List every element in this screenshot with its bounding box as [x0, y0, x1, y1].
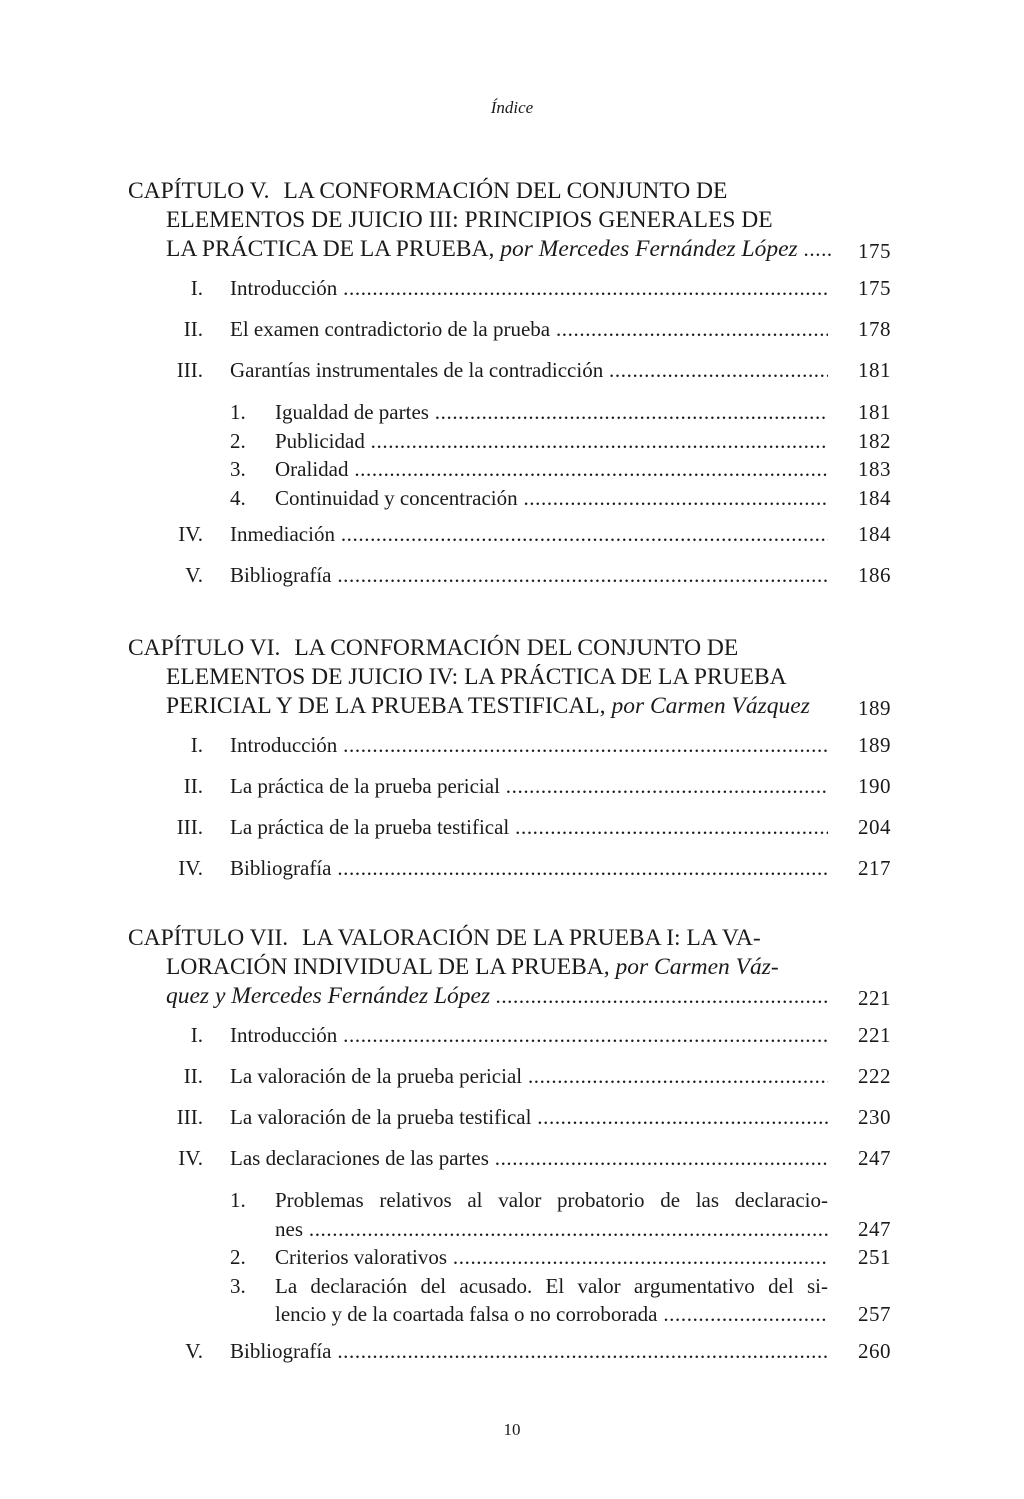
toc-section[interactable] — [0, 276, 1024, 317]
toc-section[interactable] — [0, 1146, 1024, 1187]
toc-section[interactable] — [0, 815, 1024, 856]
section-title: Bibliografía ..... — [230, 856, 828, 881]
subsection-page: 184 — [858, 485, 891, 510]
toc-section[interactable] — [0, 774, 1024, 815]
subsection-title-line: La declaración del acusado. El valor argumentativo del si- — [275, 1273, 828, 1298]
subsection-page: 257 — [858, 1302, 891, 1326]
chapter-v — [0, 177, 1024, 604]
chapter-heading — [128, 924, 891, 1011]
chapter-author: por Carmen Váz- — [615, 954, 779, 980]
section-title: Las declaraciones de las partes ..... — [230, 1146, 828, 1171]
section-number: I. — [190, 276, 203, 300]
section-page: 247 — [858, 1146, 891, 1170]
chapter-author: por Carmen Vázquez — [611, 693, 810, 719]
section-title: La valoración de la prueba testifical ..... — [230, 1105, 828, 1130]
toc-subsection[interactable] — [0, 1274, 1024, 1331]
toc-subsection[interactable] — [0, 457, 1024, 486]
section-title: Inmediación ..... — [230, 522, 828, 547]
section-page: 184 — [858, 522, 891, 546]
chapter-title-line: LA VALORACIÓN DE LA PRUEBA I: LA VA- — [302, 925, 761, 951]
section-page: 260 — [858, 1338, 891, 1363]
section-page: 222 — [858, 1064, 891, 1088]
toc-subsection[interactable] — [0, 1245, 1024, 1274]
chapter-author: quez y Mercedes Fernández López ..... — [128, 982, 830, 1011]
section-title: La práctica de la prueba testifical ..... — [230, 815, 828, 840]
subsection-page: 183 — [858, 457, 891, 481]
subsection-number: 3. — [230, 1273, 246, 1298]
section-title: La práctica de la prueba pericial ..... — [230, 774, 828, 799]
subsection-title: Publicidad ..... — [275, 429, 828, 454]
chapter-title-line: LA CONFORMACIÓN DEL CONJUNTO DE — [294, 635, 739, 661]
chapter-vii — [0, 924, 1024, 1380]
toc-section[interactable] — [0, 856, 1024, 897]
subsection-number: 2. — [230, 1245, 246, 1269]
toc-subsection[interactable] — [0, 1188, 1024, 1245]
section-page: 190 — [858, 774, 891, 798]
section-number: V. — [185, 1338, 203, 1363]
section-title: El examen contradictorio de la prueba ..... — [230, 317, 828, 342]
subsection-title: Criterios valorativos ..... — [275, 1245, 828, 1270]
chapter-title-line: LA CONFORMACIÓN DEL CONJUNTO DE — [283, 178, 728, 204]
subsection-title: Continuidad y concentración ..... — [275, 486, 828, 511]
chapter-title-line: PERICIAL Y DE LA PRUEBA TESTIFICAL, — [166, 693, 606, 719]
chapter-page: 221 — [858, 986, 891, 1010]
section-title: Bibliografía ..... — [230, 563, 828, 588]
subsection-page: 181 — [858, 400, 891, 424]
toc-section[interactable] — [0, 522, 1024, 563]
chapter-label: CAPÍTULO V. — [128, 178, 270, 204]
section-number: I. — [190, 733, 203, 757]
toc-section[interactable] — [0, 1064, 1024, 1105]
section-title: La valoración de la prueba pericial ..... — [230, 1064, 828, 1089]
subsection-list — [0, 400, 1024, 514]
subsection-title: Igualdad de partes ..... — [275, 400, 828, 425]
toc-section[interactable] — [0, 733, 1024, 774]
toc-section[interactable] — [0, 317, 1024, 358]
toc-section[interactable] — [0, 563, 1024, 604]
subsection-page: 247 — [858, 1216, 891, 1241]
section-page: 230 — [858, 1105, 891, 1129]
toc-subsection[interactable] — [0, 400, 1024, 429]
section-page: 181 — [858, 358, 891, 382]
section-page: 178 — [858, 317, 891, 341]
section-page: 189 — [858, 733, 891, 757]
section-number: III. — [176, 358, 203, 382]
subsection-page: 182 — [858, 428, 891, 453]
chapter-label: CAPÍTULO VII. — [128, 925, 289, 951]
section-number: IV. — [178, 1146, 203, 1170]
section-number: II. — [183, 774, 203, 798]
section-title: Introducción ..... — [230, 1023, 828, 1048]
toc-section[interactable] — [0, 358, 1024, 399]
page-number: 10 — [503, 1420, 521, 1439]
subsection-title: Oralidad ..... — [275, 457, 828, 482]
chapter-page: 175 — [858, 239, 891, 263]
chapter-page: 189 — [858, 696, 891, 720]
toc-section[interactable] — [0, 1105, 1024, 1146]
section-page: 186 — [858, 563, 891, 587]
subsection-title-line: nes ..... — [275, 1217, 828, 1246]
subsection-title-line: Problemas relativos al valor probatorio de las declaracio- — [275, 1188, 828, 1212]
subsection-number: 3. — [230, 457, 246, 481]
section-title: Bibliografía ..... — [230, 1339, 828, 1364]
chapter-title-line: LORACIÓN INDIVIDUAL DE LA PRUEBA, — [166, 954, 610, 980]
section-number: II. — [183, 317, 203, 341]
chapter-author: por Mercedes Fernández López — [500, 236, 798, 262]
section-page: 221 — [858, 1023, 891, 1047]
subsection-page: 251 — [858, 1245, 891, 1269]
section-title: Introducción ..... — [230, 733, 828, 758]
chapter-vi — [0, 634, 1024, 897]
section-number: V. — [185, 563, 203, 587]
running-head: Índice — [490, 98, 534, 117]
chapter-label: CAPÍTULO VI. — [128, 635, 281, 661]
toc-subsection[interactable] — [0, 429, 1024, 458]
section-page: 204 — [858, 815, 891, 839]
chapter-heading — [128, 634, 891, 721]
chapter-title-line: ELEMENTOS DE JUICIO III: PRINCIPIOS GENERALES DE — [166, 207, 773, 233]
toc-subsection[interactable] — [0, 486, 1024, 515]
subsection-number: 4. — [230, 485, 246, 510]
section-number: I. — [190, 1023, 203, 1047]
section-number: II. — [183, 1064, 203, 1088]
subsection-number: 2. — [230, 428, 246, 453]
section-page: 175 — [858, 276, 891, 300]
section-page: 217 — [858, 856, 891, 880]
section-number: III. — [176, 1105, 203, 1129]
toc-section[interactable] — [0, 1023, 1024, 1064]
subsection-number: 1. — [230, 400, 246, 424]
subsection-number: 1. — [230, 1188, 246, 1212]
chapter-title-line: ELEMENTOS DE JUICIO IV: LA PRÁCTICA DE LA PRUEBA — [166, 664, 787, 690]
chapter-title-line: LA PRÁCTICA DE LA PRUEBA, — [166, 236, 495, 262]
section-number: III. — [176, 815, 203, 839]
section-number: IV. — [178, 856, 203, 880]
section-number: IV. — [178, 522, 203, 546]
toc-section[interactable] — [0, 1339, 1024, 1380]
subsection-list — [0, 1188, 1024, 1331]
section-title: Introducción ..... — [230, 276, 828, 301]
chapter-heading: CAPÍTULO V. LA CONFORMACIÓN DEL CONJUNTO DE ELEMENTOS DE JUICIO III: PRINCIPIOS GENERALES DE LA PRÁCTICA DE LA PRUEBA, por Mercedes Fernández López ..... 175 — [128, 177, 830, 264]
subsection-title-line: lencio y de la coartada falsa o no corroborada ..... — [275, 1302, 828, 1331]
section-title: Garantías instrumentales de la contradicción ..... — [230, 358, 828, 383]
